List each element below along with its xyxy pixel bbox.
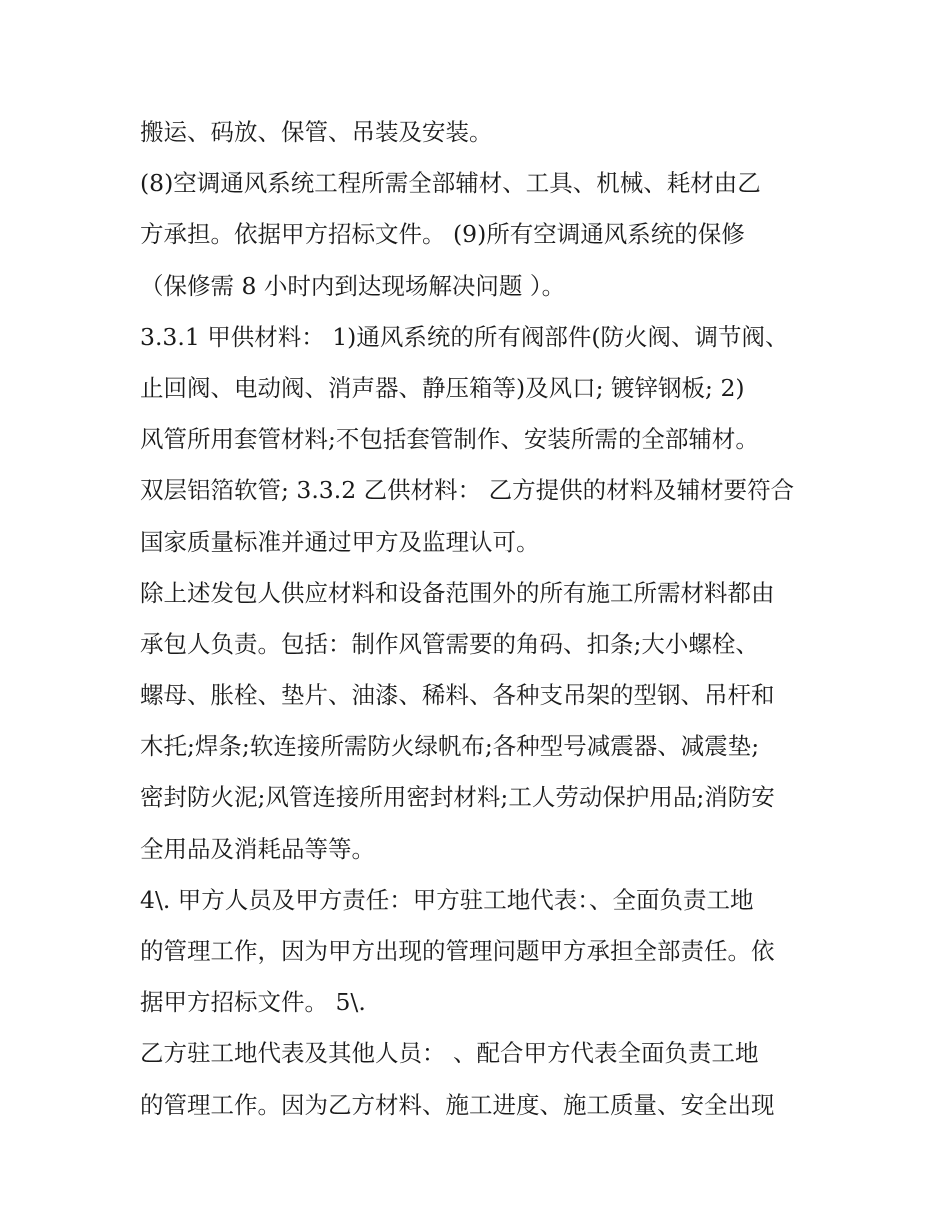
text-line: 的管理工作。因为乙方材料、施工进度、施工质量、安全出现 [140,1090,775,1119]
text-line: （保修需 8 小时内到达现场解决问题 ）。 [140,271,566,300]
text-line: 止回阀、电动阀、消声器、静压箱等)及风口; 镀锌钢板; 2) [140,373,745,402]
text-line: (8)空调通风系统工程所需全部辅材、工具、机械、耗材由乙 [140,169,761,198]
text-line: 木托;焊条;软连接所需防火绿帆布;各种型号减震器、减震垫; [140,732,760,761]
text-line: 3.3.1 甲供材料： 1)通风系统的所有阀部件(防火阀、调节阀、 [140,322,789,351]
text-line: 搬运、码放、保管、吊装及安装。 [140,118,493,146]
text-line: 密封防火泥;风管连接所用密封材料;工人劳动保护用品;消防安 [140,783,775,812]
text-line: 双层铝箔软管; 3.3.2 乙供材料： 乙方提供的材料及辅材要符合 [140,476,795,505]
text-line: 螺母、胀栓、垫片、油漆、稀料、各种支吊架的型钢、吊杆和 [140,681,775,710]
text-line: 据甲方招标文件。 5\. [140,988,366,1017]
text-line: 承包人负责。包括：制作风管需要的角码、扣条;大小螺栓、 [140,629,759,658]
text-line: 的管理工作，因为甲方出现的管理问题甲方承担全部责任。依 [140,937,775,965]
text-line: 国家质量标准并通过甲方及监理认可。 [140,527,540,556]
text-line: 全用品及消耗品等等。 [140,834,375,863]
text-line: 方承担。依据甲方招标文件。 (9)所有空调通风系统的保修 [140,220,745,249]
text-line: 风管所用套管材料;不包括套管制作、安装所需的全部辅材。 [140,425,759,454]
text-line: 4\. 甲方人员及甲方责任：甲方驻工地代表：、全面负责工地 [140,885,754,914]
text-line: 除上述发包人供应材料和设备范围外的所有施工所需材料都由 [140,578,775,607]
document-body [140,107,820,1131]
text-line: 乙方驻工地代表及其他人员： 、配合甲方代表全面负责工地 [140,1039,759,1068]
